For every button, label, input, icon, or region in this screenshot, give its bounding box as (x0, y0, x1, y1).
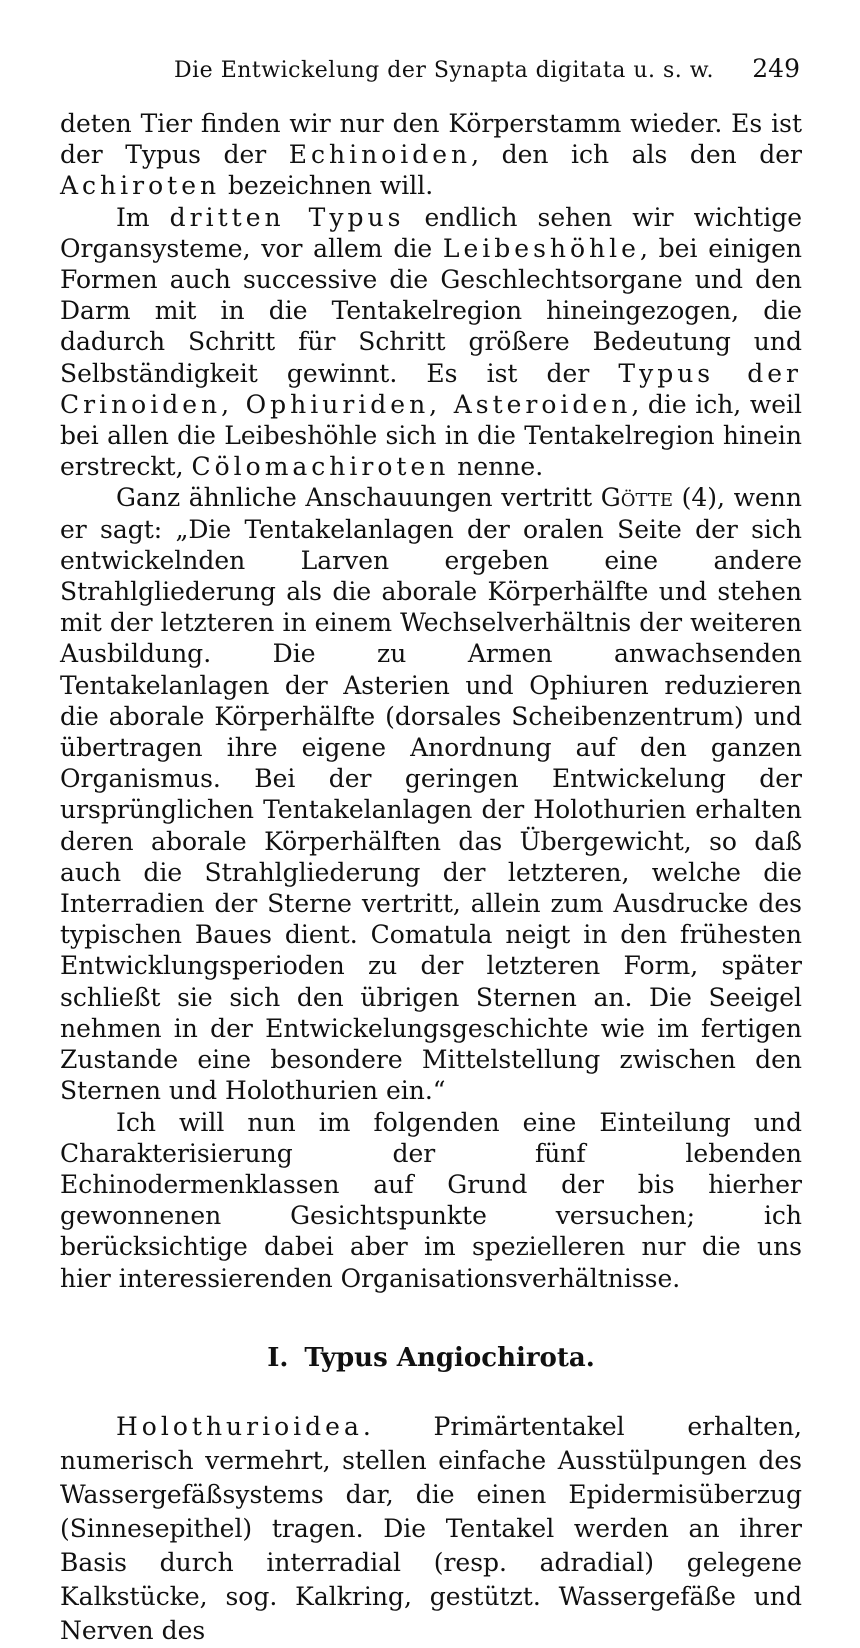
final-block (60, 1410, 802, 1648)
text-run: , bei einigen Formen auch successive die Geschlechtsorgane und den Darm mit in die Tentakelregion hineingezogen, die dadurch Schritt für Schritt größere Bedeutung und Selbständigkeit gewinnt. Es ist der (60, 233, 802, 388)
paragraph-5 (60, 1410, 802, 1648)
emphasis-dritten-typus: dritten Typus (169, 202, 405, 232)
emphasis-leibeshoehle: Leibeshöhle (442, 233, 640, 263)
author-name-goette: Götte (600, 483, 673, 513)
text-run: , die ich, weil bei allen die Leibeshöhle sich in die Tentakelregion hinein erstreckt, (60, 389, 803, 482)
text-run: deten Tier finden wir nur den Körperstamm wieder. Es ist der Typus der (60, 109, 802, 170)
emphasis-holothurioidea: Holothurioidea (116, 1411, 363, 1441)
text-run: , den ich als den der (471, 140, 802, 170)
paragraph-1 (60, 108, 802, 202)
text-run: . Primärtentakel erhalten, numerisch vermehrt, stellen einfache Ausstülpungen des Wassergefäßsystems dar, die einen Epidermisüberzug (Sinnesepithel) tragen. Die Tentakel werden an ihrer Basis durch interradial (resp. adradial) gelegene Kalkstücke, sog. Kalkring, gestützt. Wassergefäße und Nerven des (60, 1411, 802, 1645)
text-run: endlich sehen wir wichtige Organsysteme, vor allem die (60, 202, 802, 263)
text-run: Ganz ähnliche Anschauungen vertritt (116, 483, 601, 513)
emphasis-typus-der-crinoiden: Typus der Crinoiden, Ophiuriden, Asteroiden (60, 358, 802, 419)
emphasis-echinoiden: Echinoiden (288, 140, 472, 170)
section-heading (60, 1342, 802, 1374)
paragraph-2 (60, 202, 802, 483)
section-title: Typus Angiochirota. (304, 1342, 595, 1373)
emphasis-achiroten: Achiroten (60, 171, 221, 201)
paragraph-3 (60, 482, 802, 1106)
page-header (60, 54, 800, 90)
emphasis-coelomachiroten: Cölomachiroten (191, 452, 450, 482)
running-title: Die Entwickelung der Synapta digitata u. s. w. (174, 58, 714, 83)
paragraph-4: Ich will nun im folgenden eine Einteilung und Charakterisierung der fünf lebenden Echinodermenklassen auf Grund der bis hierher gewonnenen Gesichtspunkte versuchen; ich berücksichtige dabei aber im spezielleren nur die uns hier interessierenden Organisationsverhältnisse. (60, 1107, 802, 1293)
quotation-text: (4), wenn er sagt: „Die Tentakelanlagen der oralen Seite der sich entwickelnden Larven ergeben eine andere Strahlgliederung als die aborale Körperhälfte und stehen mit der letzteren in einem Wechselverhältnis der weiteren Ausbildung. Die zu Armen anwachsenden Tentakelanlagen der Asterien und Ophiuren reduzieren die aborale Körperhälfte (dorsales Scheibenzentrum) und übertragen ihre eigene Anordnung auf den ganzen Organismus. Bei der geringen Entwickelung der ursprünglichen Tentakelanlagen der Holothurien erhalten deren aborale Körperhälften das Übergewicht, so daß auch die Strahlgliederung der letzteren, welche die Interradien der Sterne vertritt, allein zum Ausdrucke des typischen Baues dient. Comatula neigt in den frühesten Entwicklungsperioden zu der letzteren Form, später schließt sie sich den übrigen Sternen an. Die Seeigel nehmen in der Entwickelungsgeschichte wie im fertigen Zustande eine besondere Mittelstellung zwischen den Sternen und Holothurien ein.“ (60, 483, 802, 1106)
section-number: I. (267, 1342, 289, 1373)
text-run: Im (116, 202, 170, 232)
page-number: 249 (752, 54, 800, 83)
text-run: nenne. (449, 452, 544, 482)
text-run: bezeichnen will. (220, 171, 434, 201)
body-text (60, 108, 802, 1648)
